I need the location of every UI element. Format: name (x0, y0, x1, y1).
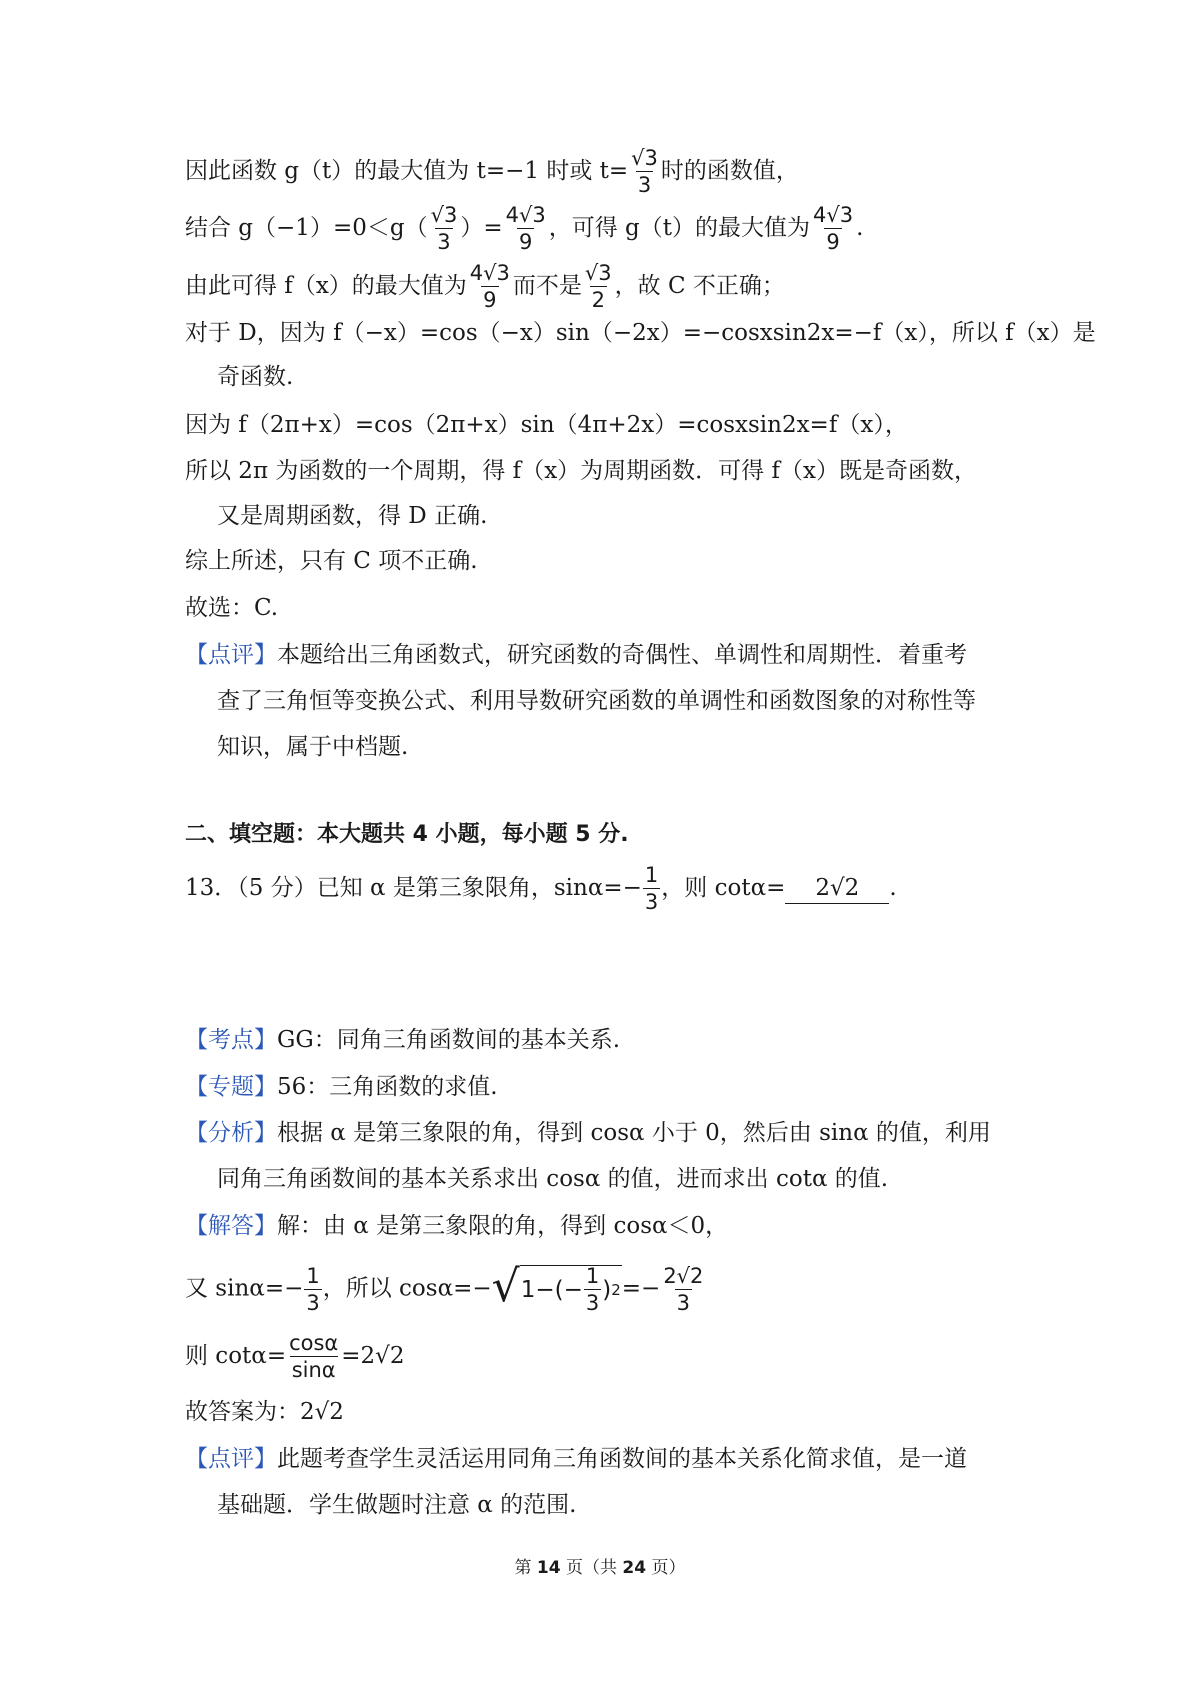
fraction (629, 148, 660, 196)
dianping-line-1 (185, 1444, 967, 1474)
jieda-line-1 (185, 1211, 728, 1241)
review-line-2: 查了三角恒等变换公式、利用导数研究函数的单调性和函数图象的对称性等 (217, 688, 976, 714)
page-footer (0, 1553, 1200, 1578)
text: 第 (514, 1558, 537, 1578)
fraction-denominator: 9 (518, 230, 533, 254)
fraction-denominator: 3 (644, 890, 659, 914)
jieda-line-2 (185, 1261, 706, 1315)
dianping-line-2: 基础题．学生做题时注意 α 的范围. (217, 1492, 577, 1518)
text: 解：由 α 是第三象限的角，得到 cosα＜0， (277, 1213, 729, 1239)
text: =2√2 (341, 1343, 405, 1369)
section-heading: 二、填空题：本大题共 4 小题，每小题 5 分. (185, 822, 629, 847)
text: GG：同角三角函数间的基本关系. (277, 1027, 621, 1053)
fraction-numerator: 1 (306, 1263, 320, 1288)
fraction (287, 1333, 340, 1381)
fraction-denominator: 2 (591, 288, 605, 312)
text: ) (602, 1276, 612, 1303)
text: ）= (460, 215, 503, 241)
text: 又 sinα=− (185, 1275, 304, 1302)
fraction-denominator: sinα (291, 1358, 336, 1382)
fraction (429, 205, 460, 253)
fraction-denominator: 9 (483, 288, 497, 312)
fraction-denominator: 3 (437, 230, 451, 254)
solution-line-7: 所以 2π 为函数的一个周期，得 f（x）为周期函数．可得 f（x）既是奇函数， (185, 458, 977, 484)
fraction-denominator: 9 (826, 230, 840, 254)
text: 页） (646, 1558, 686, 1578)
zhuanti-line (185, 1072, 498, 1102)
text: ，所以 cosα=− (322, 1275, 492, 1302)
jieda-line-3 (185, 1333, 404, 1381)
solution-line-9: 综上所述，只有 C 项不正确. (185, 548, 478, 574)
fraction (643, 865, 660, 913)
fenxi-line-2: 同角三角函数间的基本关系求出 cosα 的值，进而求出 cotα 的值. (217, 1166, 889, 1192)
jieda-line-4: 故答案为：2√2 (185, 1399, 344, 1425)
fraction-numerator: 1 (644, 863, 659, 887)
square-root (491, 1261, 622, 1315)
fraction-numerator: √3 (430, 203, 458, 227)
text: 本题给出三角函数式，研究函数的奇偶性、单调性和周期性．着重考 (277, 642, 967, 668)
fraction-denominator: 3 (637, 173, 652, 197)
text: 时的函数值， (660, 158, 799, 184)
text: 由此可得 f（x）的最大值为 (185, 273, 467, 299)
radicand (520, 1265, 622, 1314)
question-13 (185, 865, 897, 913)
solution-line-4: 对于 D，因为 f（−x）=cos（−x）sin（−2x）=−cosxsin2x=−f（x），所以 f（x）是 (185, 320, 1096, 346)
fraction-numerator: cosα (289, 1331, 339, 1355)
fenxi-line-1 (185, 1118, 991, 1148)
fraction-denominator: 3 (676, 1290, 691, 1315)
text: =− (621, 1275, 661, 1302)
solution-line-1 (185, 148, 799, 196)
fraction (811, 205, 855, 253)
text: ，故 C 不正确； (614, 273, 785, 299)
kaodian-line (185, 1025, 620, 1055)
fraction-numerator: √3 (631, 146, 658, 170)
text: 因此函数 g（t）的最大值为 t=−1 时或 t= (185, 158, 629, 184)
text: 根据 α 是第三象限的角，得到 cosα 小于 0，然后由 sinα 的值，利用 (277, 1120, 991, 1146)
fraction-numerator: 4√3 (469, 261, 510, 285)
zhuanti-tag: 【专题】 (185, 1074, 277, 1100)
text: ，可得 g（t）的最大值为 (548, 215, 810, 241)
fraction-denominator: 3 (306, 1290, 320, 1315)
text: 结合 g（−1）=0＜g（ (185, 215, 428, 241)
fraction-numerator: 4√3 (505, 203, 546, 227)
radical-sign: √ (491, 1261, 520, 1312)
text: 页（共 (560, 1558, 623, 1578)
fraction-numerator: 4√3 (813, 203, 854, 227)
solution-line-10: 故选：C. (185, 595, 279, 621)
text: 则 cotα= (185, 1343, 287, 1369)
fraction-numerator: √3 (584, 261, 612, 285)
review-tag: 【点评】 (185, 642, 277, 668)
solution-line-8: 又是周期函数，得 D 正确. (217, 503, 488, 529)
review-line-1 (185, 640, 967, 670)
fraction-numerator: 1 (585, 1264, 600, 1288)
text: ，则 cotα= (661, 875, 786, 901)
fraction (304, 1263, 321, 1315)
fraction (584, 1266, 601, 1314)
solution-line-2 (185, 205, 863, 253)
fraction (504, 205, 548, 253)
fraction-numerator: 2√2 (663, 1263, 704, 1288)
page-number: 14 (536, 1558, 561, 1578)
kaodian-tag: 【考点】 (185, 1027, 277, 1053)
jieda-tag: 【解答】 (185, 1213, 277, 1239)
total-pages: 24 (622, 1558, 647, 1578)
fraction (661, 1263, 705, 1315)
text: 而不是 (512, 273, 582, 299)
text: 13．（5 分）已知 α 是第三象限角，sinα=− (185, 875, 642, 901)
text: 此题考查学生灵活运用同角三角函数间的基本关系化简求值，是一道 (277, 1446, 967, 1472)
text: 1−(− (520, 1276, 583, 1303)
fenxi-tag: 【分析】 (185, 1120, 277, 1146)
solution-line-6: 因为 f（2π+x）=cos（2π+x）sin（4π+2x）=cosxsin2x=f（x）， (185, 412, 908, 438)
review-line-3: 知识，属于中档题. (217, 734, 409, 760)
text: . (889, 875, 897, 901)
dianping-tag: 【点评】 (185, 1446, 277, 1472)
exponent: 2 (611, 1280, 621, 1299)
solution-line-3 (185, 263, 785, 311)
answer-blank: 2√2 (785, 873, 889, 904)
fraction (583, 263, 614, 311)
fraction (468, 263, 512, 311)
solution-line-5: 奇函数. (217, 364, 294, 390)
fraction-denominator: 3 (585, 1291, 600, 1315)
text: 56：三角函数的求值. (277, 1074, 498, 1100)
text: . (856, 215, 864, 241)
